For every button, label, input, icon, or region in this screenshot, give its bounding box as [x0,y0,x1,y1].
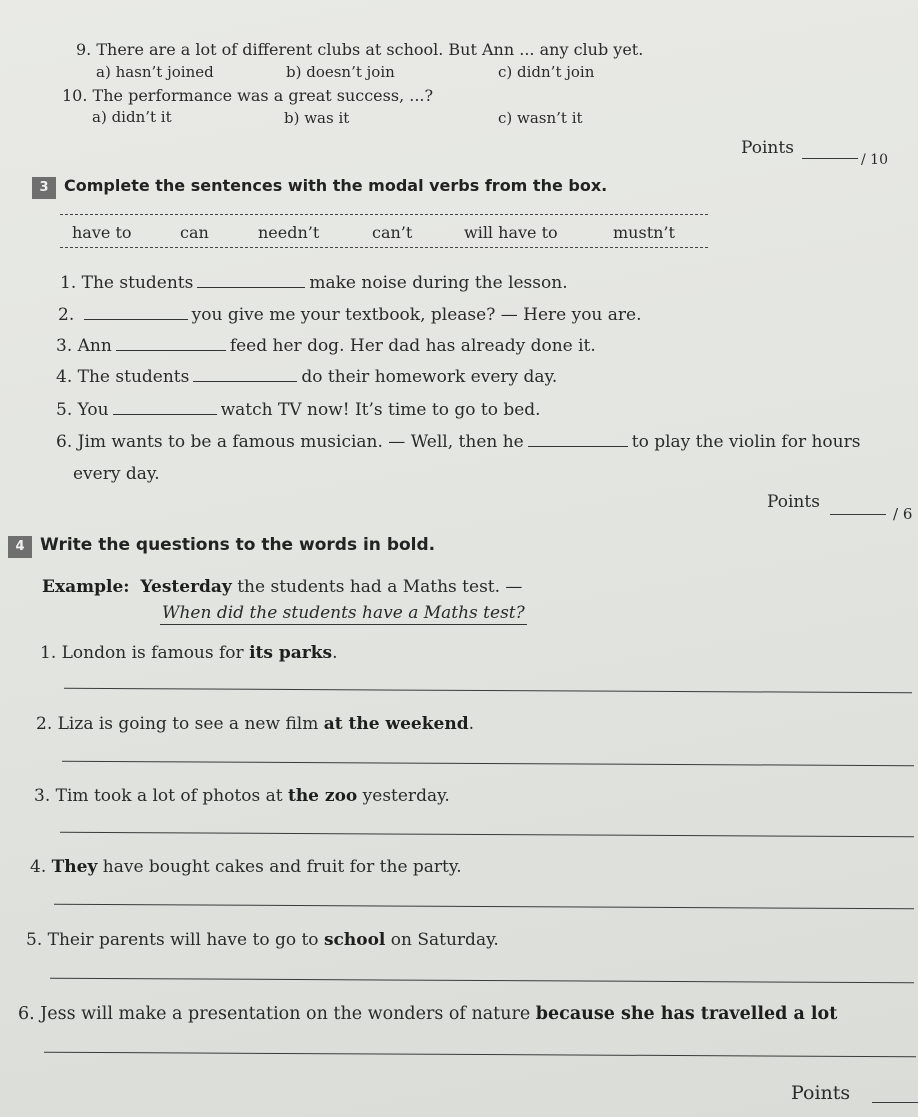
answer-line[interactable] [62,761,914,766]
section-title: Write the questions to the words in bold. [40,535,436,555]
answer-blank[interactable] [116,349,226,351]
box-word: mustn’t [613,223,675,242]
box-word: can’t [372,223,413,242]
answer-blank[interactable] [113,413,217,415]
points-label: Points [741,138,794,158]
example: Example: Yesterday the students had a Maths test. — [42,577,523,597]
box-word: will have to [464,223,558,242]
option-c: c) didn’t join [498,63,595,81]
question-number: 9. [76,40,92,59]
task3-item-2: 2. you give me your textbook, please? — Here you are. [58,305,642,325]
question-9 [76,40,643,59]
task3-item-5: 5. You watch TV now! It’s time to go to bed. [56,400,541,420]
answer-line[interactable] [64,688,912,693]
answer-blank[interactable] [193,380,297,382]
option-b: b) was it [284,109,350,127]
box-word: have to [72,223,132,242]
points-max: / 10 [861,152,888,168]
task4-item-1: 1. London is famous for its parks. [40,643,338,663]
task3-item-3: 3. Ann feed her dog. Her dad has already done it. [56,336,596,356]
box-word: can [180,223,209,242]
section-title: Complete the sentences with the modal verbs from the box. [64,176,608,195]
answer-blank[interactable] [197,286,305,288]
task4-item-2: 2. Liza is going to see a new film at the weekend. [36,714,474,734]
question-number: 10. [62,86,88,105]
answer-line[interactable] [60,832,914,837]
points-blank[interactable] [872,1102,918,1103]
points-max: / 6 [893,505,913,523]
points-blank[interactable] [830,514,886,515]
task4-item-4: 4. They have bought cakes and fruit for the party. [30,857,462,877]
points-task2 [741,138,794,158]
example-label: Example: [42,577,130,597]
answer-blank[interactable] [528,445,628,447]
question-text: The performance was a great success, ...? [92,86,434,105]
option-b: b) doesn’t join [286,63,395,81]
section-number: 4 [8,536,32,558]
modal-verbs-box [60,214,708,248]
points-task3: Points [767,492,820,512]
task4-item-5: 5. Their parents will have to go to school on Saturday. [26,930,499,950]
question-text: There are a lot of different clubs at school. But Ann ... any club yet. [96,40,644,59]
task4-item-6: 6. Jess will make a presentation on the wonders of nature because she has travelled a lot [18,1004,838,1024]
points-task4: Points [791,1082,851,1104]
answer-line[interactable] [54,904,914,910]
example-bold: Yesterday [140,577,232,597]
task4-heading [8,535,435,558]
box-word: needn’t [258,223,320,242]
answer-blank[interactable] [84,318,188,320]
option-a: a) didn’t it [92,108,172,126]
section-number: 3 [32,177,56,199]
task4-item-3: 3. Tim took a lot of photos at the zoo yesterday. [34,786,450,806]
question-10 [62,86,433,105]
task3-item-6-continuation: every day. [73,464,160,484]
example-answer: When did the students have a Maths test? [162,603,525,623]
option-a: a) hasn’t joined [96,63,214,81]
task3-item-1: 1. The students make noise during the lesson. [60,273,568,293]
task3-heading [32,176,607,199]
task3-item-6: 6. Jim wants to be a famous musician. — Well, then he to play the violin for hours [56,432,861,452]
option-c: c) wasn’t it [498,109,583,127]
answer-line[interactable] [50,978,914,984]
points-blank[interactable] [802,158,858,159]
task3-item-4: 4. The students do their homework every day. [56,367,558,387]
answer-line[interactable] [44,1052,916,1058]
